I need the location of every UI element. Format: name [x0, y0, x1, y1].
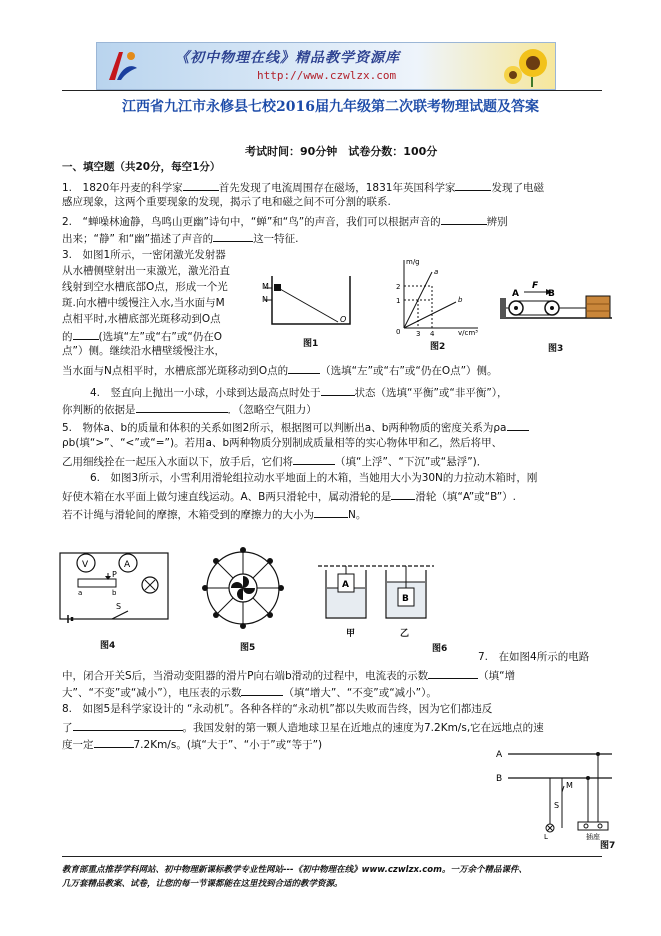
- voltmeter-label: V: [82, 560, 89, 570]
- blank: [441, 213, 487, 225]
- question-4-line-1: 4. 竖直向上抛出一小球，小球到达最高点时处于 状态（选填“平衡”或“非平衡”），: [90, 384, 508, 401]
- switch-label: S: [116, 602, 122, 611]
- sunflower-icon: [501, 45, 551, 87]
- figure-1-caption: 图1: [303, 339, 319, 349]
- point-m-label: M: [566, 781, 573, 790]
- question-8-line-1: 8. 如图5是科学家设计的 “永动机”。各种各样的“永动机”都以失败而告终，因为它们都违反: [62, 703, 493, 715]
- terminal-b-label: b: [112, 589, 117, 597]
- slider-label-p: P: [112, 570, 117, 579]
- blank: [288, 362, 320, 374]
- question-7-line-1: 7. 在如图4所示的电路: [478, 651, 590, 663]
- line-label-b: b: [458, 296, 463, 304]
- question-7-line-2: 中，闭合开关S后，当滑动变阻器的滑片P向右端b滑动的过程中，电流表的示数 （填“增: [62, 667, 515, 684]
- footer-line-1: 教育部重点推荐学科网站、初中物理新课标教学专业性网站---《初中物理在线》www.czwlzx.com。一万余个精品课件、: [62, 865, 527, 875]
- blank: [507, 419, 529, 431]
- question-5-line-1: 5. 物体a、b的质量和体积的关系如图2所示，根据图可以判断出a、b两种物质的密度关系为ρa: [62, 419, 529, 436]
- footer-line-2: 几万套精品教案、试卷，让您的每一节课都能在这里找到合适的教学资源。: [62, 879, 343, 889]
- figure-5: [200, 545, 286, 631]
- blank: [321, 384, 355, 396]
- logo-icon: [101, 46, 141, 86]
- footer-rule: [62, 856, 602, 857]
- lamp-l-label: L: [544, 833, 548, 840]
- question-1-line-1: 1. 1820年丹麦的科学家 首先发现了电流周围存在磁场，1831年英国科学家 发现了电磁: [62, 179, 544, 196]
- tick-0: 0: [396, 328, 401, 336]
- banner-url[interactable]: http://www.czwlzx.com: [257, 69, 397, 82]
- question-3-line-3: 线射到空水槽底部O点，形成一个光: [62, 281, 228, 293]
- axis-label-v: v/cm³: [458, 329, 478, 336]
- question-3-line-4: 斑.向水槽中缓慢注入水,当水面与M: [62, 297, 225, 309]
- axis-label-m: m/g: [406, 258, 420, 266]
- force-label-f: F: [532, 281, 539, 291]
- tick-2: 2: [396, 283, 401, 291]
- figure-7-caption: 图7: [600, 841, 616, 851]
- figure-2: [392, 256, 480, 336]
- blank: [73, 328, 99, 340]
- figure-6: [316, 562, 436, 622]
- figure-6-caption: 图6: [432, 644, 448, 654]
- exam-info: 考试时间：90分钟 试卷分数：100分: [245, 145, 438, 158]
- question-5-line-2: ρb(填“>”、“<”或“=”)。若用a、b两种物质分别制成质量相等的实心物体甲和乙，然后将甲、: [62, 437, 503, 449]
- label-o: O: [340, 315, 347, 324]
- figure-4-caption: 图4: [100, 641, 116, 651]
- question-6-line-1: 6. 如图3所示，小雪利用滑轮组拉动水平地面上的木箱，当她用大小为30N的力拉动木箱时，刚: [90, 472, 538, 484]
- question-3-line-2: 从水槽侧壁射出一束激光，激光沿直: [62, 265, 230, 277]
- question-7-line-3: 大”、“不变”或“减小”），电压表的示数 （填“增大”、“不变”或“减小”）。: [62, 684, 437, 701]
- switch-s-label: S: [554, 801, 560, 810]
- figure-5-caption: 图5: [240, 643, 256, 653]
- terminal-a-label: a: [78, 589, 83, 597]
- question-3-line-8: 当水面与N点相平时，水槽底部光斑移动到O点的 （选填“左”或“右”或“仍在O点”）侧。: [62, 362, 498, 379]
- blank: [183, 179, 219, 191]
- figure-3-caption: 图3: [548, 344, 564, 354]
- question-3-line-7: 点”）侧。继续沿水槽壁缓慢注水，: [62, 345, 225, 357]
- tick-4: 4: [430, 330, 435, 336]
- blank: [455, 179, 491, 191]
- tick-1: 1: [396, 297, 401, 305]
- blank: [428, 667, 478, 679]
- question-2-line-1: 2. “蝉噪林逾静，鸟鸣山更幽”诗句中，“蝉”和“鸟”的声音，我们可以根据声音的 辨别: [62, 213, 508, 230]
- tick-3: 3: [416, 330, 421, 336]
- question-8-line-3: 度一定 7.2Km/s。(填“大于”、“小于”或“等于”): [62, 736, 322, 753]
- blank: [94, 736, 134, 748]
- socket-label: 插座: [586, 833, 600, 840]
- blank: [241, 684, 283, 696]
- block-b-label: B: [402, 594, 409, 604]
- question-3-line-1: 3. 如图1所示，一密闭激光发射器: [62, 249, 226, 261]
- blank: [136, 401, 228, 413]
- question-3-line-6: 的 (选填“左”或“右”或“仍在O: [62, 328, 222, 345]
- section-heading: 一、填空题（共20分，每空1分）: [62, 161, 221, 173]
- blank: [314, 506, 348, 518]
- blank: [73, 719, 183, 731]
- header-rule: [62, 90, 602, 91]
- figure-4: [56, 545, 174, 631]
- wire-a-label: A: [496, 750, 503, 760]
- question-1-line-2: 感应现象，这两个重要现象的发现，揭示了电和磁之间不可分割的联系.: [62, 196, 391, 208]
- doc-title: 江西省九江市永修县七校2016届九年级第二次联考物理试题及答案: [122, 99, 539, 115]
- figure-6-jia: 甲: [346, 629, 356, 639]
- wire-b-label: B: [496, 774, 503, 784]
- figure-1: [258, 272, 356, 334]
- label-n: N: [262, 295, 268, 304]
- line-label-a: a: [434, 268, 439, 276]
- question-6-line-3: 若不计绳与滑轮间的摩擦，木箱受到的摩擦力的大小为 N。: [62, 506, 366, 523]
- blank: [293, 453, 335, 465]
- label-m: M: [262, 282, 269, 291]
- blank: [391, 488, 415, 500]
- figure-3: [498, 274, 614, 334]
- blank: [213, 230, 253, 242]
- ammeter-label: A: [124, 560, 131, 570]
- figure-2-caption: 图2: [430, 342, 446, 352]
- pulley-b-label: B: [548, 289, 555, 299]
- question-3-line-5: 点相平时,水槽底部光斑移动到O点: [62, 313, 221, 325]
- question-4-line-2: 你判断的依据是 ．（忽略空气阻力）: [62, 401, 317, 418]
- question-8-line-2: 了 。我国发射的第一颗人造地球卫星在近地点的速度为7.2Km/s,它在远地点的速: [62, 719, 544, 736]
- block-a-label: A: [342, 580, 349, 590]
- figure-7: [492, 746, 616, 840]
- pulley-a-label: A: [512, 289, 519, 299]
- question-5-line-3: 乙用细线拴在一起压入水面以下，放手后，它们将 （填“上浮”、“下沉”或“悬浮”)．: [62, 453, 487, 470]
- question-6-line-2: 好使木箱在水平面上做匀速直线运动。A、B两只滑轮中，属动滑轮的是 滑轮（填“A”或“B”）.: [62, 488, 516, 505]
- header-banner: [96, 42, 556, 90]
- banner-title: 《初中物理在线》精品教学资源库: [175, 50, 400, 66]
- figure-6-yi: 乙: [400, 629, 410, 639]
- question-2-line-2: 出来；“静” 和“幽”描述了声音的 这一特征.: [62, 230, 298, 247]
